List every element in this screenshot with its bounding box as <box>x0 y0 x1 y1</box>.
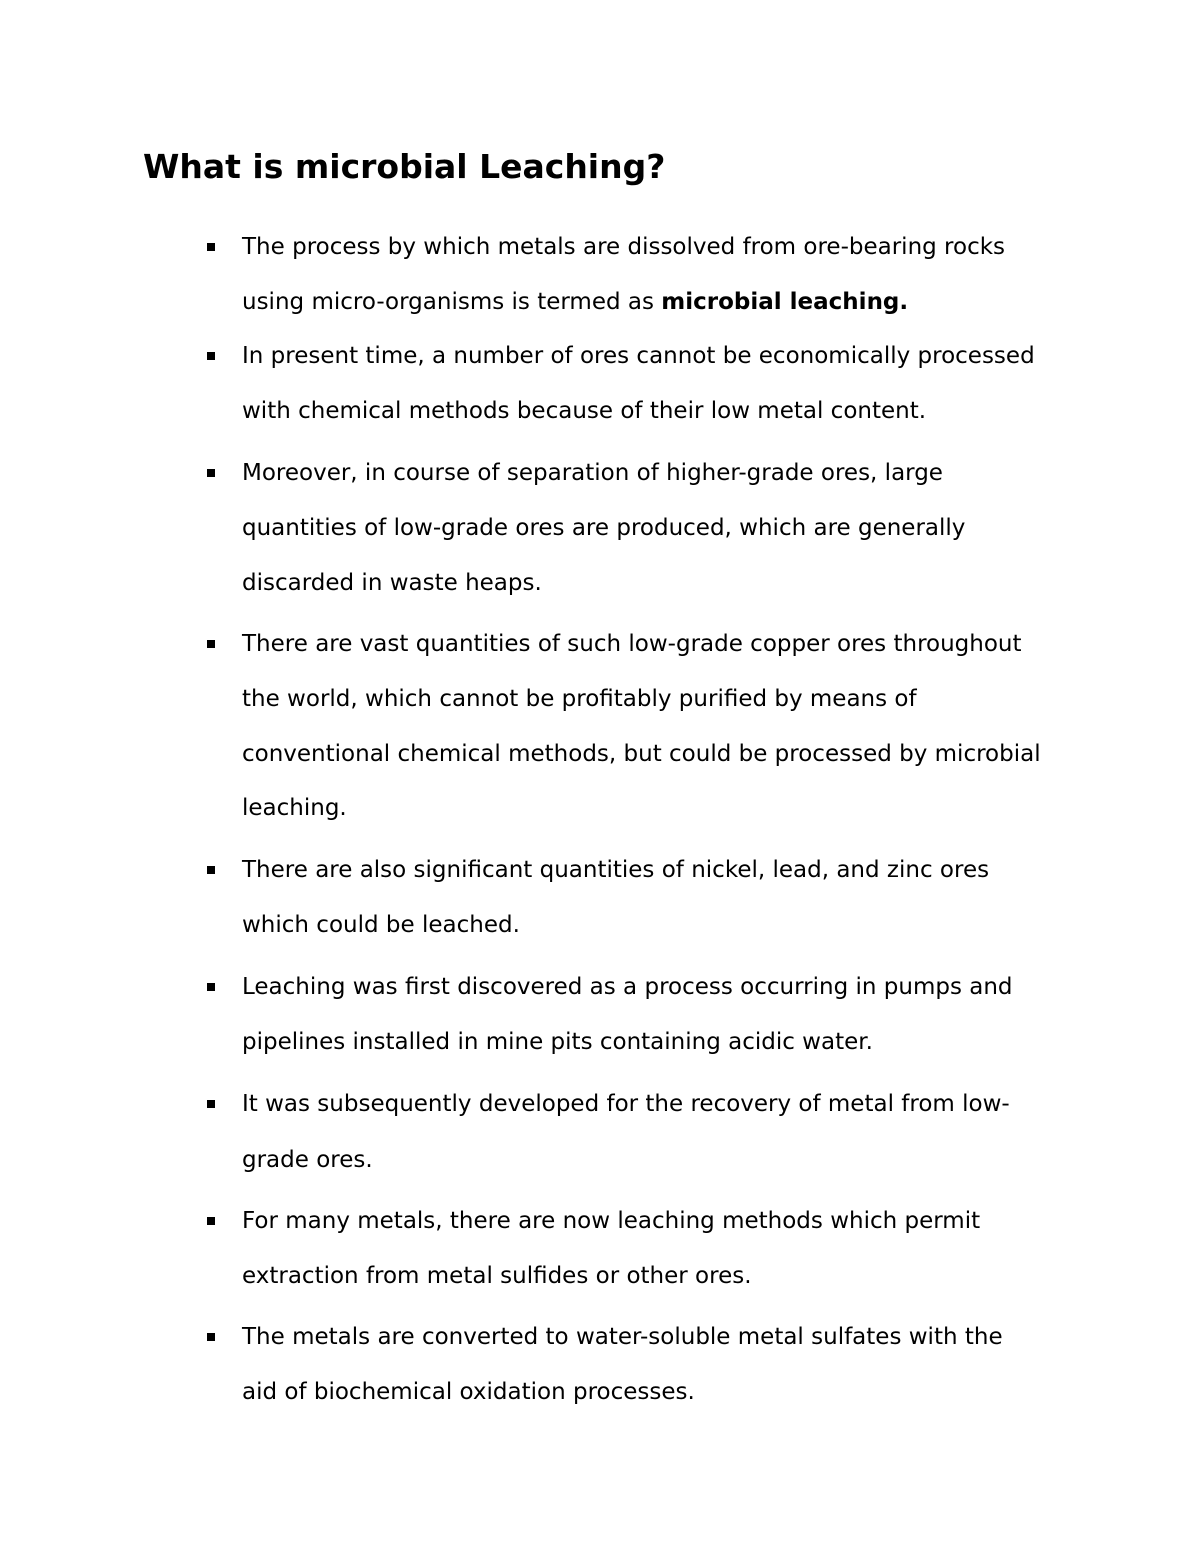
item-text-line <box>242 287 908 317</box>
item-text-line: leaching. <box>242 795 347 821</box>
square-bullet-icon <box>207 352 215 360</box>
item-text-line: conventional chemical methods, but could be processed by microbial <box>242 741 1041 767</box>
square-bullet-icon <box>207 640 215 648</box>
square-bullet-icon <box>207 469 215 477</box>
item-text-fragment: using micro-organisms is termed as <box>242 289 662 315</box>
bold-term: microbial leaching. <box>661 289 909 315</box>
item-text-line: The process by which metals are dissolved from ore-bearing rocks <box>242 234 1006 260</box>
item-text-line: For many metals, there are now leaching methods which permit <box>242 1208 981 1234</box>
item-text-line: There are vast quantities of such low-grade copper ores throughout <box>242 631 1022 657</box>
square-bullet-icon <box>207 1100 215 1108</box>
item-text-line: Leaching was first discovered as a process occurring in pumps and <box>242 974 1013 1000</box>
item-text-line: the world, which cannot be profitably purified by means of <box>242 686 917 712</box>
square-bullet-icon <box>207 983 215 991</box>
square-bullet-icon <box>207 243 215 251</box>
item-text-line: pipelines installed in mine pits containing acidic water. <box>242 1029 873 1055</box>
item-text-line: which could be leached. <box>242 912 520 938</box>
item-text-line: with chemical methods because of their low metal content. <box>242 398 927 424</box>
item-text-line: There are also significant quantities of nickel, lead, and zinc ores <box>242 857 990 883</box>
square-bullet-icon <box>207 866 215 874</box>
item-text-line: Moreover, in course of separation of higher-grade ores, large <box>242 460 943 486</box>
item-text-line: discarded in waste heaps. <box>242 570 542 596</box>
square-bullet-icon <box>207 1333 215 1341</box>
item-text-line: extraction from metal sulfides or other ores. <box>242 1263 752 1289</box>
page-title: What is microbial Leaching? <box>143 147 666 186</box>
square-bullet-icon <box>207 1217 215 1225</box>
item-text-line: It was subsequently developed for the recovery of metal from low- <box>242 1091 1010 1117</box>
item-text-line: In present time, a number of ores cannot be economically processed <box>242 343 1035 369</box>
item-text-line: quantities of low-grade ores are produced, which are generally <box>242 515 966 541</box>
item-text-line: grade ores. <box>242 1147 373 1173</box>
item-text-line: The metals are converted to water-soluble metal sulfates with the <box>242 1324 1003 1350</box>
item-text-line: aid of biochemical oxidation processes. <box>242 1379 695 1405</box>
